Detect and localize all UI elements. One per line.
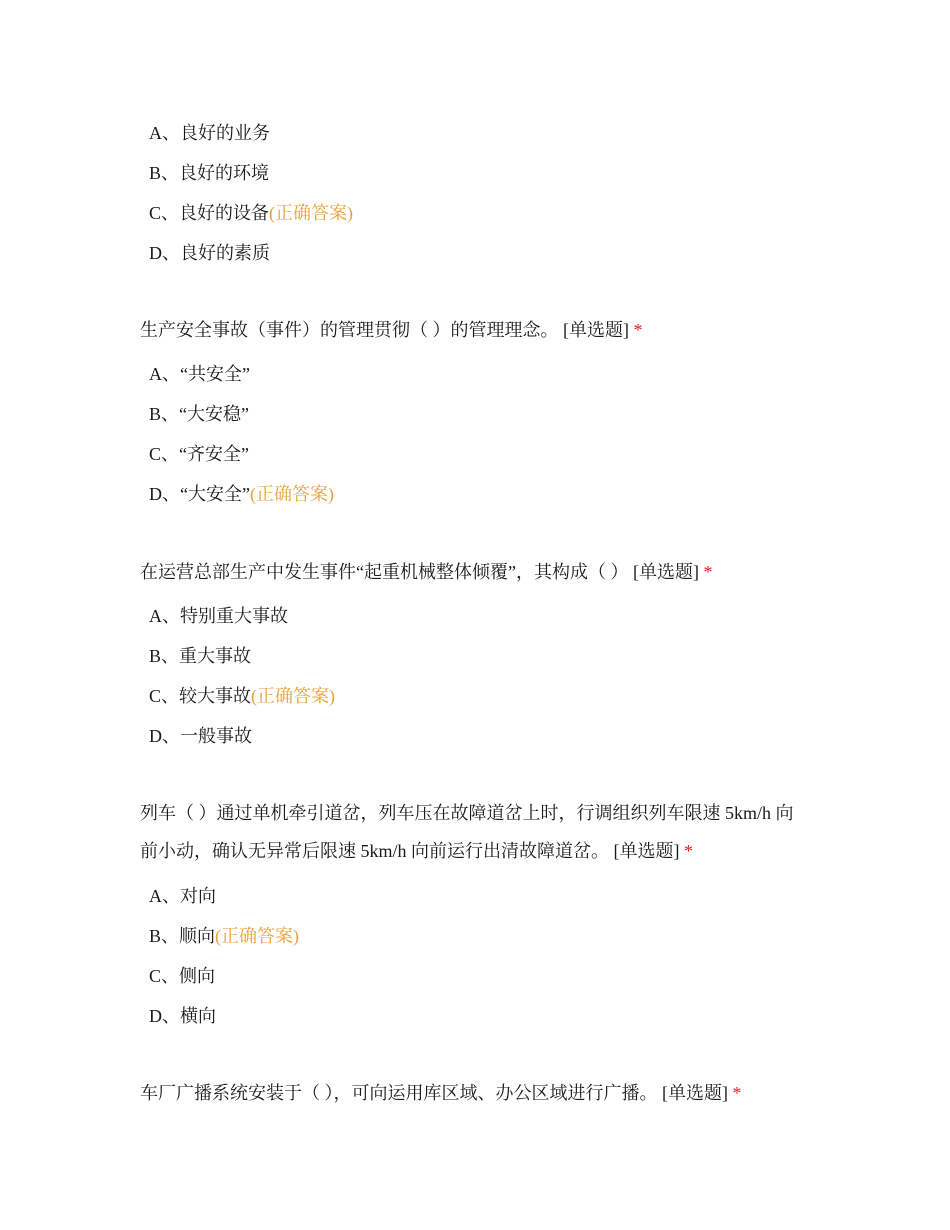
option-d[interactable] bbox=[149, 724, 252, 748]
option-text: “齐安全” bbox=[179, 444, 249, 464]
question-type-tag: [单选题] bbox=[613, 841, 680, 861]
required-mark: * bbox=[684, 841, 693, 861]
option-letter: A、 bbox=[149, 886, 180, 906]
option-letter: B、 bbox=[149, 163, 180, 183]
option-a[interactable] bbox=[149, 604, 288, 628]
question-type-tag: [单选题] bbox=[632, 562, 699, 582]
option-c[interactable] bbox=[149, 684, 335, 708]
option-text: “大安全” bbox=[180, 484, 250, 504]
correct-answer-label: (正确答案) bbox=[215, 926, 300, 946]
option-letter: D、 bbox=[149, 243, 180, 263]
required-mark: * bbox=[732, 1083, 742, 1103]
option-c[interactable] bbox=[149, 964, 215, 988]
option-text: “大安稳” bbox=[179, 404, 249, 424]
option-b[interactable] bbox=[149, 644, 251, 668]
option-text: 特别重大事故 bbox=[180, 606, 288, 626]
option-letter: A、 bbox=[149, 364, 180, 384]
question-title bbox=[140, 553, 820, 591]
option-letter: B、 bbox=[149, 404, 180, 424]
required-mark: * bbox=[703, 562, 713, 582]
option-text: 良好的设备 bbox=[179, 203, 270, 223]
option-letter: D、 bbox=[149, 726, 180, 746]
question-title bbox=[140, 1074, 820, 1112]
option-d[interactable] bbox=[149, 1004, 216, 1028]
option-b[interactable] bbox=[149, 161, 269, 185]
option-text: 对向 bbox=[180, 886, 216, 906]
option-letter: B、 bbox=[149, 646, 180, 666]
option-text: 横向 bbox=[180, 1006, 216, 1026]
option-text: 顺向 bbox=[179, 926, 216, 946]
question-title bbox=[140, 794, 800, 870]
question-title bbox=[140, 311, 820, 349]
option-letter: A、 bbox=[149, 123, 180, 143]
question-text: 生产安全事故（事件）的管理贯彻（ ）的管理理念。 bbox=[140, 320, 559, 340]
option-c[interactable] bbox=[149, 442, 249, 466]
option-letter: D、 bbox=[149, 484, 180, 504]
option-b[interactable] bbox=[149, 402, 249, 426]
option-text: “共安全” bbox=[180, 364, 250, 384]
option-letter: C、 bbox=[149, 444, 180, 464]
option-text: 一般事故 bbox=[180, 726, 252, 746]
option-text: 侧向 bbox=[179, 966, 216, 986]
question-text: 列车（ ）通过单机牵引道岔，列车压在故障道岔上时，行调组织列车限速 5km/h 向前小动，确认无异常后限速 5km/h 向前运行出清故障道岔。 bbox=[140, 803, 794, 861]
option-d[interactable] bbox=[149, 482, 334, 506]
option-letter: A、 bbox=[149, 606, 180, 626]
question-text: 在运营总部生产中发生事件“起重机械整体倾覆”，其构成（ ） bbox=[140, 562, 629, 582]
required-mark: * bbox=[633, 320, 643, 340]
option-text: 较大事故 bbox=[179, 686, 252, 706]
question-text: 车厂广播系统安装于（ ），可向运用库区域、办公区域进行广播。 bbox=[140, 1083, 658, 1103]
question-type-tag: [单选题] bbox=[662, 1083, 728, 1103]
option-letter: C、 bbox=[149, 966, 180, 986]
option-a[interactable] bbox=[149, 884, 216, 908]
correct-answer-label: (正确答案) bbox=[251, 686, 336, 706]
correct-answer-label: (正确答案) bbox=[269, 203, 354, 223]
option-letter: C、 bbox=[149, 203, 180, 223]
question-type-tag: [单选题] bbox=[563, 320, 629, 340]
option-a[interactable] bbox=[149, 362, 250, 386]
option-letter: D、 bbox=[149, 1006, 180, 1026]
option-d[interactable] bbox=[149, 241, 270, 265]
option-text: 良好的业务 bbox=[180, 123, 270, 143]
option-a[interactable] bbox=[149, 121, 270, 145]
option-text: 良好的环境 bbox=[179, 163, 270, 183]
option-letter: B、 bbox=[149, 926, 180, 946]
option-c[interactable] bbox=[149, 201, 353, 225]
option-b[interactable] bbox=[149, 924, 299, 948]
option-text: 良好的素质 bbox=[180, 243, 270, 263]
option-text: 重大事故 bbox=[179, 646, 252, 666]
option-letter: C、 bbox=[149, 686, 180, 706]
correct-answer-label: (正确答案) bbox=[249, 484, 334, 504]
